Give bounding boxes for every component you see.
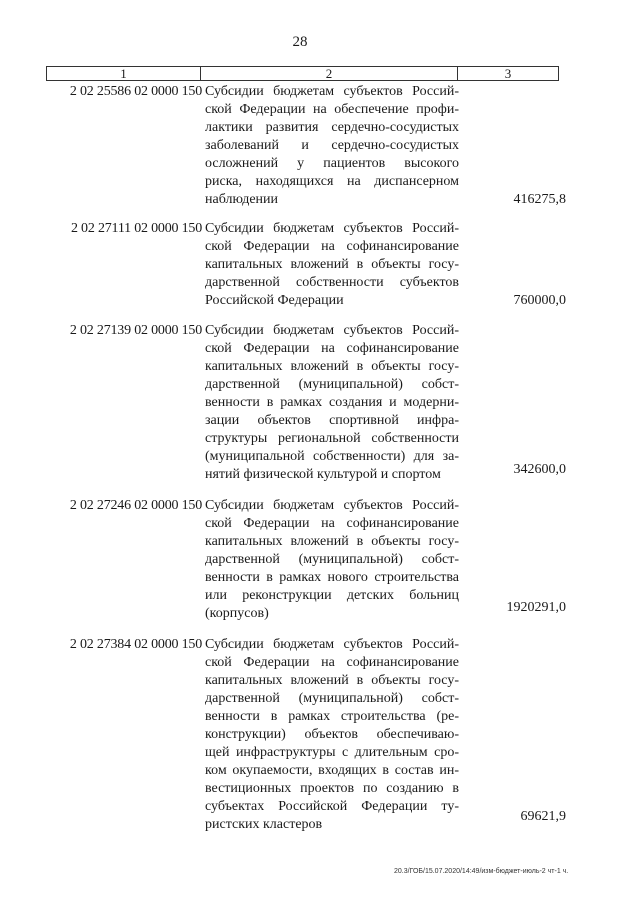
description-line: ской Федерации на софинансирование xyxy=(205,655,459,670)
description-line: ристских кластеров xyxy=(205,817,323,832)
description-line: ской Федерации на софинансирование xyxy=(205,239,459,254)
description-line: наблюдении xyxy=(205,192,279,207)
description-line: ской Федерации на обеспечение профи- xyxy=(205,102,459,117)
table-header xyxy=(46,66,559,81)
description-line: венности в рамках строительства (ре- xyxy=(205,709,459,724)
header-col-2: 2 xyxy=(201,67,458,80)
row-description xyxy=(205,322,459,484)
description-line: капитальных вложений в объекты госу- xyxy=(205,673,459,688)
header-col-3: 3 xyxy=(504,66,512,81)
amount: 416275,8 xyxy=(513,192,566,207)
description-line: ской Федерации на софинансирование xyxy=(205,341,459,356)
description-line: капитальных вложений в объекты госу- xyxy=(205,359,459,374)
amount: 1920291,0 xyxy=(506,600,566,615)
header-col-1: 1 xyxy=(47,67,201,80)
description-line: нятий физической культурой и спортом xyxy=(205,467,441,482)
budget-code: 2 02 27111 02 0000 150 xyxy=(70,221,202,236)
description-line: Российской Федерации xyxy=(205,293,344,308)
description-line: структуры региональной собственности xyxy=(205,431,459,446)
description-line: зации объектов спортивной инфра- xyxy=(205,413,459,428)
row-description xyxy=(205,497,459,623)
description-line: или реконструкции детских больниц xyxy=(205,588,459,603)
description-line: Субсидии бюджетам субъектов Россий- xyxy=(205,323,459,338)
description-line: (корпусов) xyxy=(205,606,269,621)
description-line: дарственной (муниципальной) собст- xyxy=(205,377,459,392)
description-line: дарственной собственности субъектов xyxy=(205,275,459,290)
page-number: 28 xyxy=(292,34,308,50)
description-line: заболеваний и сердечно-сосудистых xyxy=(205,138,459,153)
description-line: Субсидии бюджетам субъектов Россий- xyxy=(205,498,459,513)
description-line: дарственной (муниципальной) собст- xyxy=(205,552,459,567)
description-line: лактики развития сердечно-сосудистых xyxy=(205,120,459,135)
description-line: риска, находящихся на диспансерном xyxy=(205,174,459,189)
description-line: субъектах Российской Федерации ту- xyxy=(205,799,459,814)
description-line: щей инфраструктуры с длительным сро- xyxy=(205,745,459,760)
row-description xyxy=(205,636,459,834)
document-footer: 20.3/ГОБ/15.07.2020/14:49/изм-бюджет-июль-2 чт-1 ч. xyxy=(394,868,569,875)
description-line: осложнений у пациентов высокого xyxy=(205,156,459,171)
amount: 760000,0 xyxy=(513,293,566,308)
amount: 342600,0 xyxy=(513,462,566,477)
description-line: венности в рамках создания и модерни- xyxy=(205,395,459,410)
budget-code: 2 02 27384 02 0000 150 xyxy=(69,637,202,652)
row-description xyxy=(205,83,459,209)
description-line: вестиционных проектов по созданию в xyxy=(205,781,459,796)
description-line: капитальных вложений в объекты госу- xyxy=(205,534,459,549)
description-line: капитальных вложений в объекты госу- xyxy=(205,257,459,272)
description-line: Субсидии бюджетам субъектов Россий- xyxy=(205,84,459,99)
budget-code: 2 02 27139 02 0000 150 xyxy=(69,323,202,338)
description-line: дарственной (муниципальной) собст- xyxy=(205,691,459,706)
description-line: Субсидии бюджетам субъектов Россий- xyxy=(205,221,459,236)
budget-code: 2 02 25586 02 0000 150 xyxy=(69,84,202,99)
row-description xyxy=(205,220,459,310)
description-line: конструкции) объектов обеспечиваю- xyxy=(205,727,459,742)
amount: 69621,9 xyxy=(520,809,566,824)
description-line: ской Федерации на софинансирование xyxy=(205,516,459,531)
description-line: Субсидии бюджетам субъектов Россий- xyxy=(205,637,459,652)
description-line: (муниципальной собственности) для за- xyxy=(205,449,459,464)
description-line: ком окупаемости, входящих в состав ин- xyxy=(205,763,459,778)
description-line: венности в рамках нового строительства xyxy=(205,570,459,585)
budget-code: 2 02 27246 02 0000 150 xyxy=(69,498,202,513)
